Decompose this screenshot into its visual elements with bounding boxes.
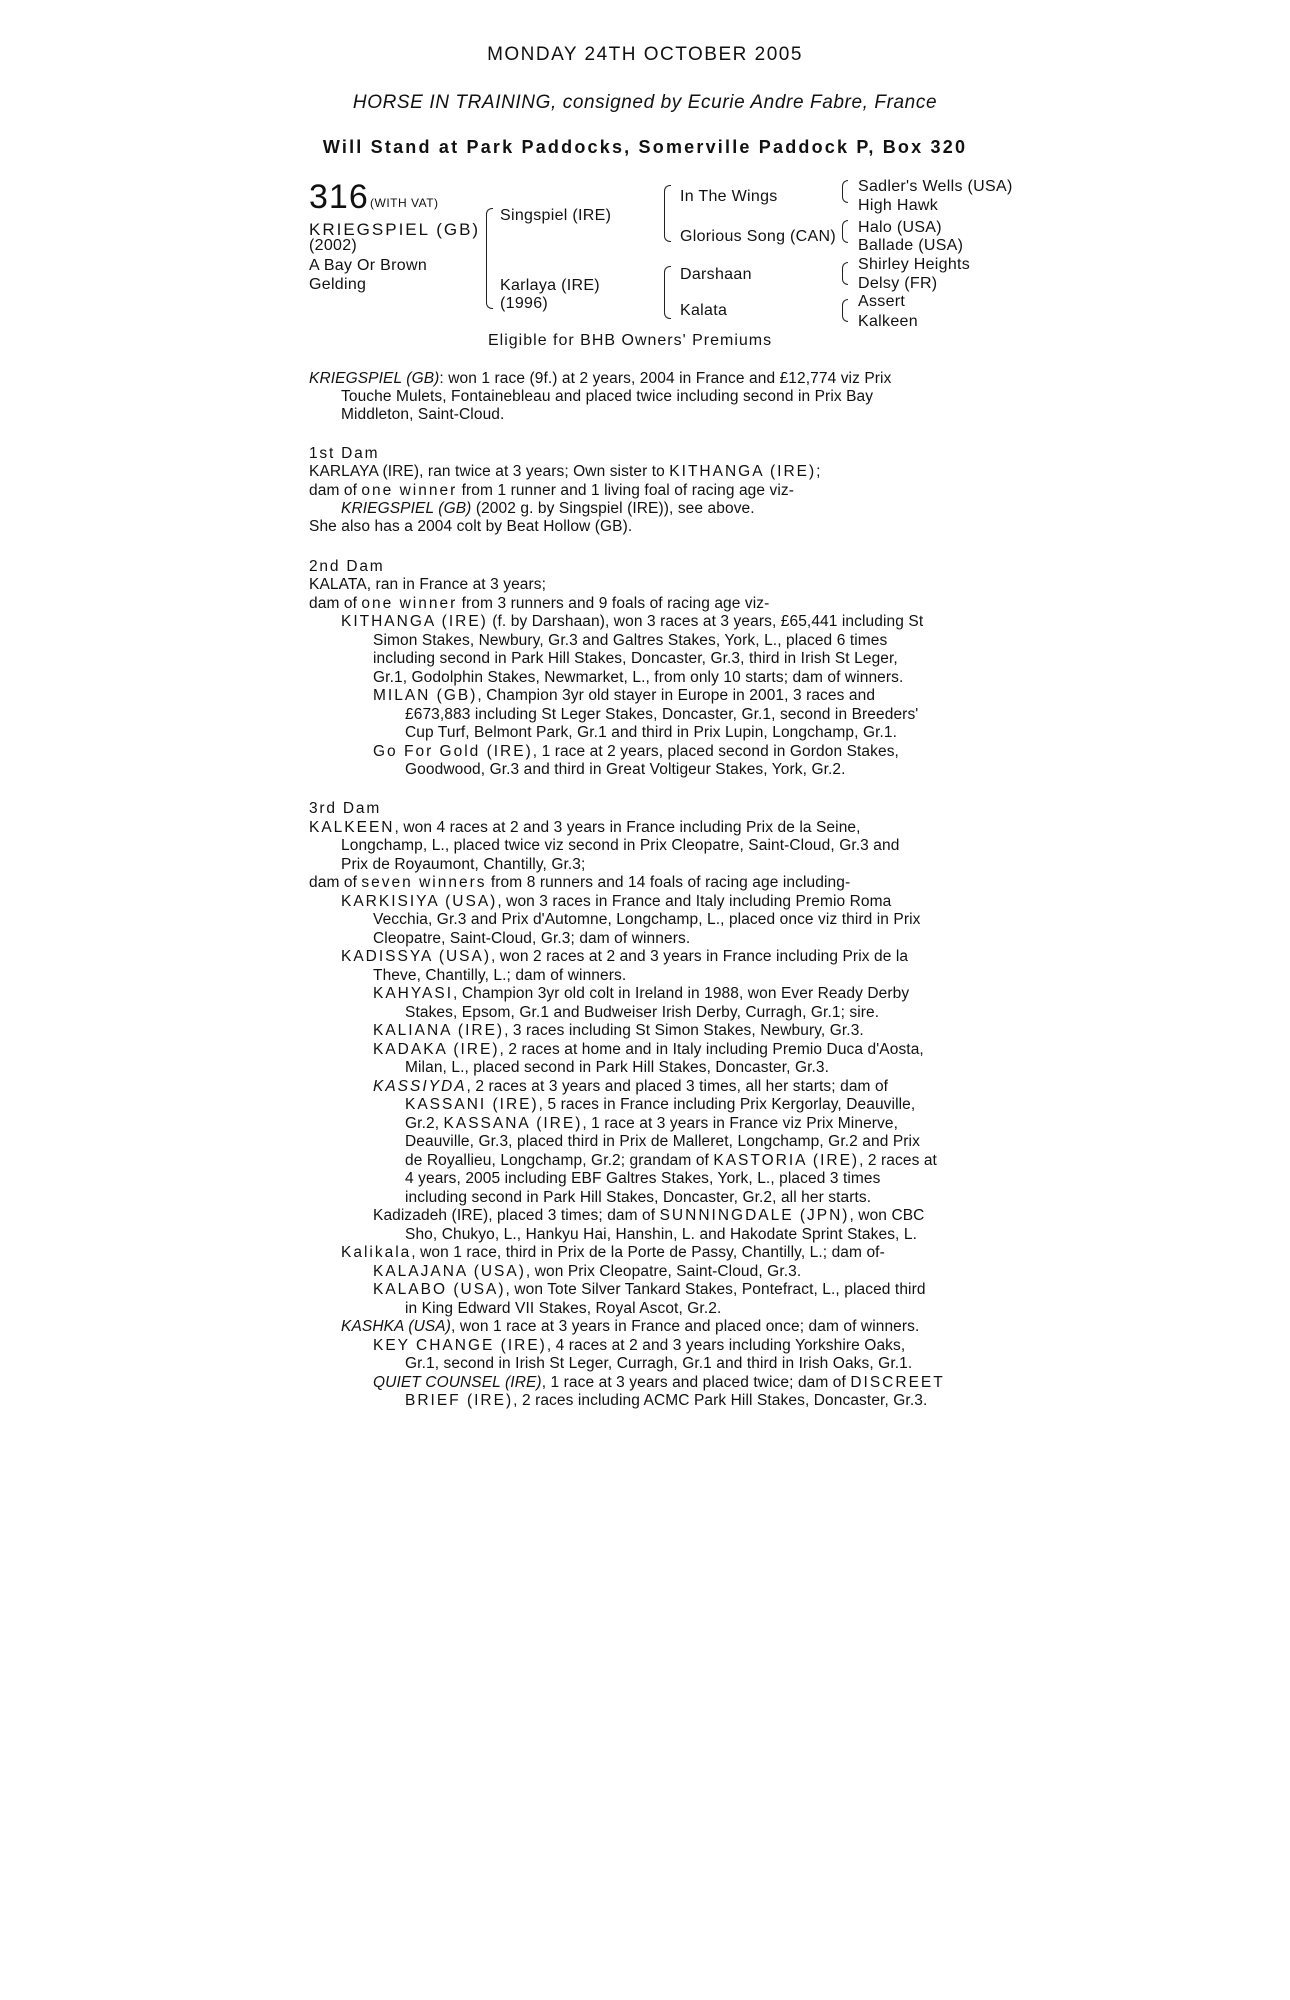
great-grandparent: Delsy (FR) bbox=[858, 275, 938, 292]
second-dam-heading: 2nd Dam bbox=[309, 558, 385, 575]
pedigree-brace bbox=[842, 191, 848, 203]
third-dam-line: in King Edward VII Stakes, Royal Ascot, Gr.2. bbox=[405, 1300, 722, 1317]
third-dam-line: KADISSYA (USA), won 2 races at 2 and 3 years in France including Prix de la bbox=[341, 948, 909, 965]
pedigree-brace bbox=[664, 213, 671, 242]
third-dam-line: KALKEEN, won 4 races at 2 and 3 years in France including Prix de la Seine, bbox=[309, 819, 861, 836]
third-dam-line: BRIEF (IRE), 2 races including ACMC Park Hill Stakes, Doncaster, Gr.3. bbox=[405, 1392, 928, 1409]
third-dam-line: KAHYASI, Champion 3yr old colt in Ireland in 1988, won Ever Ready Derby bbox=[373, 985, 910, 1002]
third-dam-line: QUIET COUNSEL (IRE), 1 race at 3 years and placed twice; dam of DISCREET bbox=[373, 1374, 945, 1391]
horse-year: (2002) bbox=[309, 237, 358, 254]
third-dam-line: KASSIYDA, 2 races at 3 years and placed 3 times, all her starts; dam of bbox=[373, 1078, 889, 1095]
first-dam-line: She also has a 2004 colt by Beat Hollow (GB). bbox=[309, 518, 633, 535]
horse-colour: A Bay Or Brown bbox=[309, 257, 428, 274]
first-dam-line: KARLAYA (IRE), ran twice at 3 years; Own sister to KITHANGA (IRE); bbox=[309, 463, 821, 480]
second-dam-line: Simon Stakes, Newbury, Gr.3 and Galtres Stakes, York, L., placed 6 times bbox=[373, 632, 888, 649]
pedigree-brace bbox=[664, 266, 671, 293]
sire-dam: Glorious Song (CAN) bbox=[680, 228, 836, 245]
third-dam-line: Kadizadeh (IRE), placed 3 times; dam of SUNNINGDALE (JPN), won CBC bbox=[373, 1207, 925, 1224]
great-grandparent: Halo (USA) bbox=[858, 219, 942, 236]
third-dam-line: KALABO (USA), won Tote Silver Tankard Stakes, Pontefract, L., placed third bbox=[373, 1281, 926, 1298]
pedigree-brace bbox=[842, 273, 848, 285]
great-grandparent: High Hawk bbox=[858, 197, 939, 214]
sire: Singspiel (IRE) bbox=[500, 207, 612, 224]
race-record-line: KRIEGSPIEL (GB): won 1 race (9f.) at 2 years, 2004 in France and £12,774 viz Prix bbox=[309, 370, 892, 387]
pedigree-brace bbox=[842, 310, 848, 322]
second-dam-line: £673,883 including St Leger Stakes, Doncaster, Gr.1, second in Breeders' bbox=[405, 706, 919, 723]
great-grandparent: Sadler's Wells (USA) bbox=[858, 178, 1013, 195]
third-dam-line: Longchamp, L., placed twice viz second in Prix Cleopatre, Saint-Cloud, Gr.3 and bbox=[341, 837, 900, 854]
second-dam-line: KALATA, ran in France at 3 years; bbox=[309, 576, 547, 593]
third-dam-line: KASHKA (USA), won 1 race at 3 years in France and placed once; dam of winners. bbox=[341, 1318, 920, 1335]
pedigree-brace bbox=[664, 292, 671, 319]
third-dam-line: Sho, Chukyo, L., Hankyu Hai, Hanshin, L. and Hakodate Sprint Stakes, L. bbox=[405, 1226, 917, 1243]
third-dam-line: Stakes, Epsom, Gr.1 and Budweiser Irish Derby, Curragh, Gr.1; sire. bbox=[405, 1004, 880, 1021]
second-dam-line: including second in Park Hill Stakes, Doncaster, Gr.3, third in Irish St Leger, bbox=[373, 650, 898, 667]
race-record-line: Middleton, Saint-Cloud. bbox=[341, 406, 505, 423]
third-dam-line: dam of seven winners from 8 runners and 14 foals of racing age including- bbox=[309, 874, 851, 891]
third-dam-line: Theve, Chantilly, L.; dam of winners. bbox=[373, 967, 627, 984]
third-dam-line: Milan, L., placed second in Park Hill Stakes, Doncaster, Gr.3. bbox=[405, 1059, 830, 1076]
second-dam-line: Cup Turf, Belmont Park, Gr.1 and third in Prix Lupin, Longchamp, Gr.1. bbox=[405, 724, 898, 741]
third-dam-line: including second in Park Hill Stakes, Doncaster, Gr.2, all her starts. bbox=[405, 1189, 872, 1206]
third-dam-line: Vecchia, Gr.3 and Prix d'Automne, Longchamp, L., placed once viz third in Prix bbox=[373, 911, 921, 928]
pedigree-brace bbox=[842, 231, 848, 243]
third-dam-line: KARKISIYA (USA), won 3 races in France and Italy including Premio Roma bbox=[341, 893, 892, 910]
third-dam-line: KEY CHANGE (IRE), 4 races at 2 and 3 years including Yorkshire Oaks, bbox=[373, 1337, 906, 1354]
second-dam-line: MILAN (GB), Champion 3yr old stayer in Europe in 2001, 3 races and bbox=[373, 687, 876, 704]
first-dam-heading: 1st Dam bbox=[309, 445, 380, 462]
great-grandparent: Ballade (USA) bbox=[858, 237, 964, 254]
third-dam-line: KADAKA (IRE), 2 races at home and in Italy including Premio Duca d'Aosta, bbox=[373, 1041, 924, 1058]
great-grandparent: Shirley Heights bbox=[858, 256, 971, 273]
third-dam-line: Deauville, Gr.3, placed third in Prix de Malleret, Longchamp, Gr.2 and Prix bbox=[405, 1133, 920, 1150]
stand-location: Will Stand at Park Paddocks, Somerville Paddock P, Box 320 bbox=[322, 137, 968, 157]
second-dam-line: dam of one winner from 3 runners and 9 foals of racing age viz- bbox=[309, 595, 770, 612]
great-grandparent: Kalkeen bbox=[858, 313, 918, 330]
consignment-line: HORSE IN TRAINING, consigned by Ecurie Andre Fabre, France bbox=[352, 92, 938, 113]
third-dam-line: Prix de Royaumont, Chantilly, Gr.3; bbox=[341, 856, 586, 873]
sire-sire: In The Wings bbox=[680, 188, 778, 205]
first-dam-line: KRIEGSPIEL (GB) (2002 g. by Singspiel (IRE)), see above. bbox=[341, 500, 755, 517]
dam-sire: Darshaan bbox=[680, 266, 752, 283]
dam: Karlaya (IRE) bbox=[500, 277, 600, 294]
pedigree-brace bbox=[486, 258, 493, 309]
sale-date: MONDAY 24TH OCTOBER 2005 bbox=[487, 44, 803, 65]
dam-year: (1996) bbox=[500, 295, 549, 312]
horse-sex: Gelding bbox=[309, 276, 367, 293]
lot-vat-note: (WITH VAT) bbox=[370, 196, 439, 210]
second-dam-line: Goodwood, Gr.3 and third in Great Voltigeur Stakes, York, Gr.2. bbox=[405, 761, 846, 778]
second-dam-line: Go For Gold (IRE), 1 race at 2 years, placed second in Gordon Stakes, bbox=[373, 743, 899, 760]
third-dam-line: de Royallieu, Longchamp, Gr.2; grandam of KASTORIA (IRE), 2 races at bbox=[405, 1152, 937, 1169]
eligibility-note: Eligible for BHB Owners' Premiums bbox=[488, 332, 773, 349]
pedigree-brace bbox=[664, 185, 671, 214]
third-dam-line: KALIANA (IRE), 3 races including St Simon Stakes, Newbury, Gr.3. bbox=[373, 1022, 864, 1039]
horse-name-ref: KRIEGSPIEL (GB) bbox=[309, 370, 440, 387]
third-dam-line: Gr.2, KASSANA (IRE), 1 race at 3 years in France viz Prix Minerve, bbox=[405, 1115, 899, 1132]
third-dam-heading: 3rd Dam bbox=[309, 800, 382, 817]
first-dam-line: dam of one winner from 1 runner and 1 living foal of racing age viz- bbox=[309, 482, 795, 499]
horse-name: KRIEGSPIEL (GB) bbox=[309, 220, 481, 239]
third-dam-line: Cleopatre, Saint-Cloud, Gr.3; dam of winners. bbox=[373, 930, 691, 947]
third-dam-line: KASSANI (IRE), 5 races in France including Prix Kergorlay, Deauville, bbox=[405, 1096, 916, 1113]
third-dam-line: Gr.1, second in Irish St Leger, Curragh, Gr.1 and third in Irish Oaks, Gr.1. bbox=[405, 1355, 913, 1372]
third-dam-line: 4 years, 2005 including EBF Galtres Stakes, York, L., placed 3 times bbox=[405, 1170, 881, 1187]
second-dam-line: Gr.1, Godolphin Stakes, Newmarket, L., from only 10 starts; dam of winners. bbox=[373, 669, 904, 686]
lot-number: 316 bbox=[309, 178, 369, 216]
third-dam-line: Kalikala, won 1 race, third in Prix de la Porte de Passy, Chantilly, L.; dam of- bbox=[341, 1244, 885, 1261]
second-dam-line: KITHANGA (IRE) (f. by Darshaan), won 3 races at 3 years, £65,441 including St bbox=[341, 613, 924, 630]
third-dam-line: KALAJANA (USA), won Prix Cleopatre, Saint-Cloud, Gr.3. bbox=[373, 1263, 802, 1280]
great-grandparent: Assert bbox=[858, 293, 906, 310]
pedigree-brace bbox=[486, 208, 493, 259]
dam-dam: Kalata bbox=[680, 302, 728, 319]
race-record-line: Touche Mulets, Fontainebleau and placed twice including second in Prix Bay bbox=[341, 388, 874, 405]
